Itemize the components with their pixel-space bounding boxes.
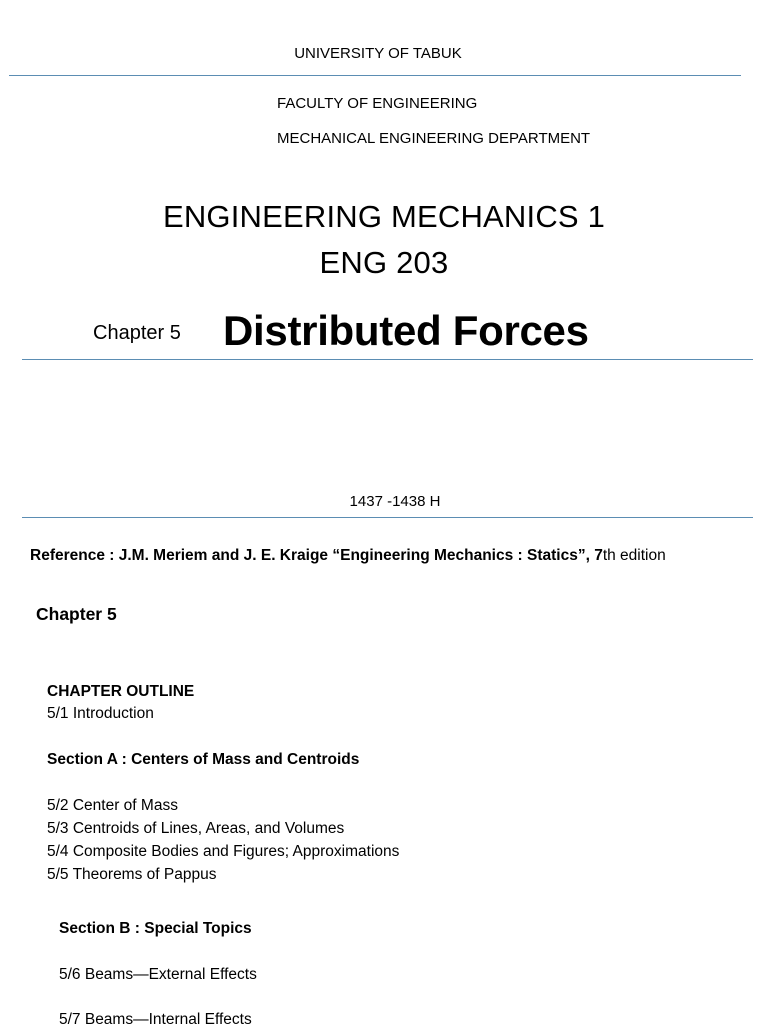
chapter-label: Chapter 5 xyxy=(93,322,181,344)
course-name: ENGINEERING MECHANICS 1 xyxy=(162,199,606,234)
department-name: MECHANICAL ENGINEERING DEPARTMENT xyxy=(277,130,591,147)
outline-item: 5/4 Composite Bodies and Figures; Approximations xyxy=(47,843,400,860)
outline-item: 5/6 Beams—External Effects xyxy=(59,966,257,983)
academic-year: 1437 -1438 H xyxy=(349,493,441,510)
reference-suffix: th edition xyxy=(602,547,666,564)
outline-item: 5/5 Theorems of Pappus xyxy=(47,866,217,883)
chapter-divider xyxy=(22,359,753,360)
reference-text: Reference : J.M. Meriem and J. E. Kraige “Engineering Mechanics : Statics”, 7 xyxy=(30,547,603,564)
section-b-title: Section B : Special Topics xyxy=(59,920,252,937)
faculty-name: FACULTY OF ENGINEERING xyxy=(277,95,478,112)
outline-item: 5/3 Centroids of Lines, Areas, and Volumes xyxy=(47,820,345,837)
outline-intro: 5/1 Introduction xyxy=(47,705,154,722)
section-a-title: Section A : Centers of Mass and Centroids xyxy=(47,751,360,768)
course-code: ENG 203 xyxy=(319,245,449,280)
chapter-heading: Chapter 5 xyxy=(36,604,117,624)
outline-heading: CHAPTER OUTLINE xyxy=(47,683,195,700)
year-divider xyxy=(22,517,753,518)
outline-item: 5/7 Beams—Internal Effects xyxy=(59,1011,252,1028)
chapter-title: Distributed Forces xyxy=(223,307,589,354)
university-name: UNIVERSITY OF TABUK xyxy=(294,45,462,62)
reference-line xyxy=(30,547,666,565)
outline-item: 5/2 Center of Mass xyxy=(47,797,178,814)
header-divider xyxy=(9,75,741,76)
